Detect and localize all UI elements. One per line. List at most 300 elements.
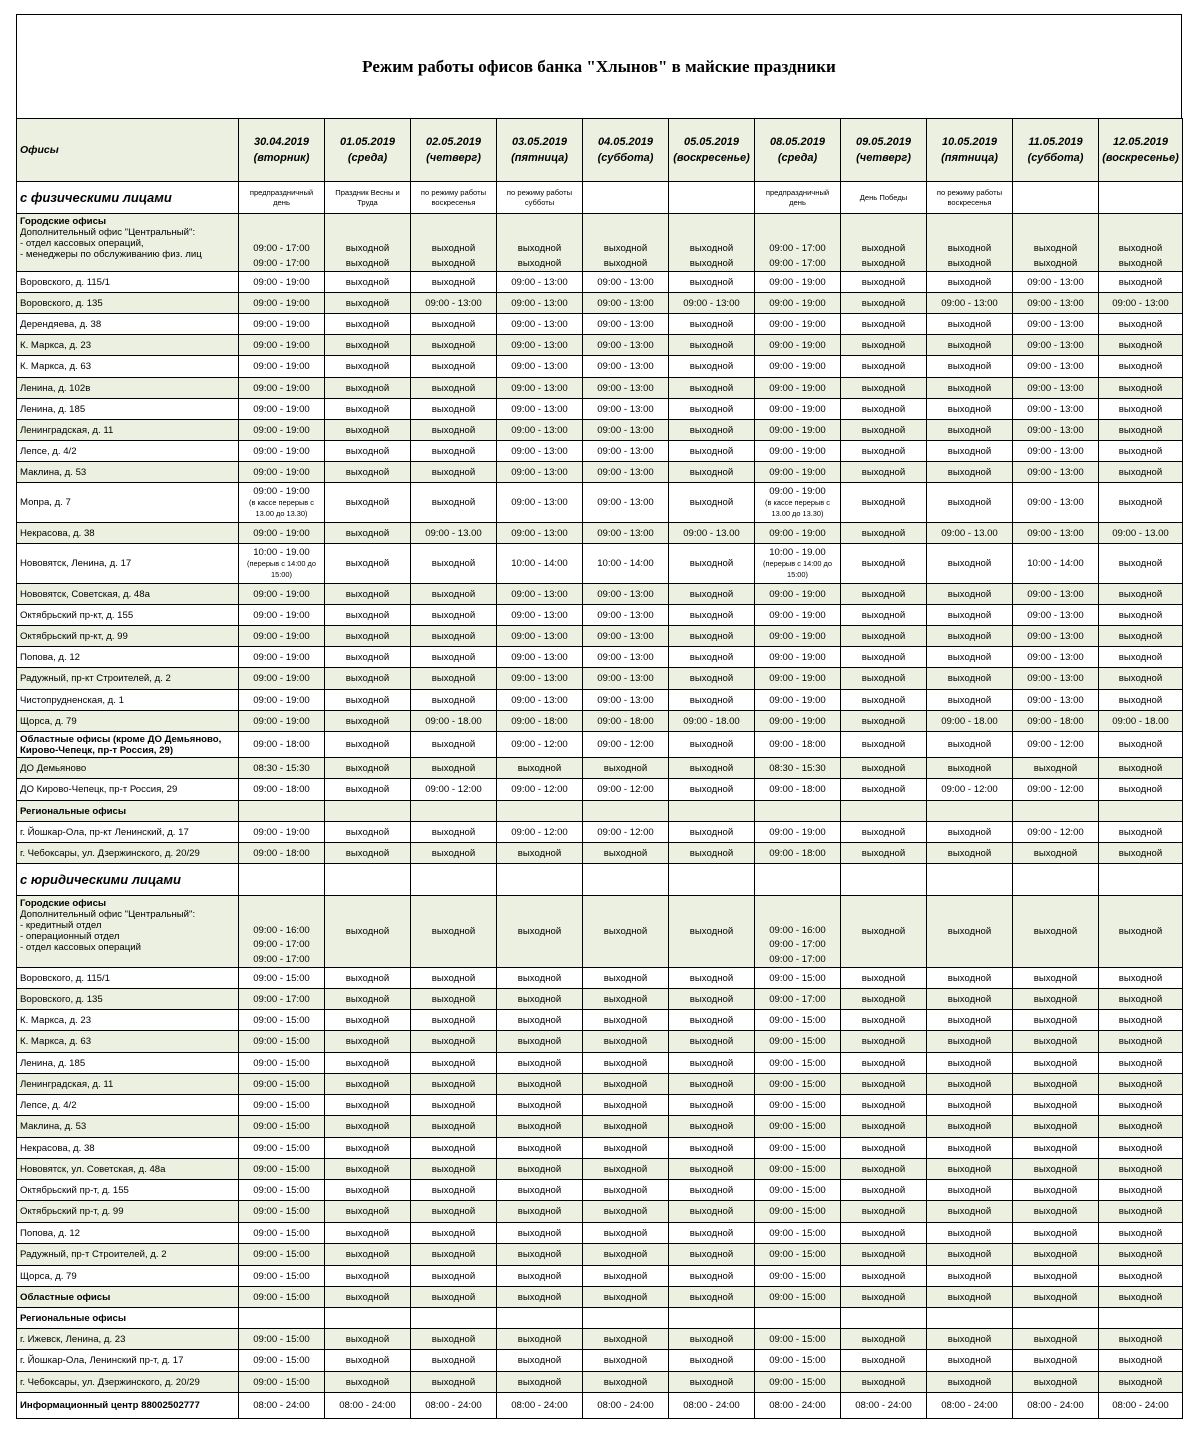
hours-cell: выходной: [669, 1095, 755, 1116]
office-name: [17, 801, 239, 822]
hours-cell: 09:00 - 19:00: [239, 314, 325, 335]
section-title: с юридическими лицами: [17, 864, 239, 896]
hours-cell: выходной: [927, 1031, 1013, 1053]
hours-cell: выходной: [325, 711, 411, 732]
hours-cell: выходной: [411, 1266, 497, 1287]
hours-cell: выходной: [411, 399, 497, 420]
hours-cell: выходной: [1013, 896, 1099, 968]
hours-cell: [239, 1308, 325, 1329]
hours-value: 09:00 - 17:00: [769, 257, 826, 269]
hours-cell: 09:00 - 13:00: [1013, 626, 1099, 647]
hours-cell: выходной: [1099, 968, 1183, 989]
hours-cell: [927, 801, 1013, 822]
hours-cell: выходной: [583, 1010, 669, 1031]
hours-cell: выходной: [669, 441, 755, 462]
hours-cell: 09:00 - 19:00: [755, 462, 841, 483]
table-row: [17, 544, 1183, 584]
hours-cell: 09:00 - 13:00: [497, 605, 583, 626]
hours-cell: выходной: [669, 989, 755, 1010]
hours-cell: выходной: [927, 822, 1013, 843]
hours-cell: выходной: [411, 896, 497, 968]
hours-cell: 09:00 - 15:00: [755, 1074, 841, 1095]
hours-cell: 09:00 - 15:00: [239, 1372, 325, 1393]
office-group-title: Региональные офисы: [20, 1312, 127, 1324]
office-name: Радужный, пр-кт Строителей, д. 2: [17, 668, 239, 690]
hours-cell: выходной: [841, 335, 927, 356]
hours-cell: 09:00 - 15:00: [239, 1287, 325, 1308]
hours-cell: 09:00 - 15:00: [755, 1010, 841, 1031]
hours-cell: выходной: [1099, 1244, 1183, 1266]
hours-cell: 09:00 - 19:00: [239, 441, 325, 462]
hours-cell: выходной: [841, 1244, 927, 1266]
hours-cell: выходной: [669, 758, 755, 779]
office-name: Ленина, д. 185: [17, 399, 239, 420]
hours-cell: выходной: [669, 1116, 755, 1138]
hours-cell: выходной: [669, 1329, 755, 1350]
hours-cell: 09:00 - 13:00: [1013, 293, 1099, 314]
hours-cell: 09:00 - 19:00: [755, 272, 841, 293]
hours-cell: выходной: [1013, 1116, 1099, 1138]
office-name: Ленинградская, д. 11: [17, 420, 239, 441]
hours-cell: выходной: [927, 399, 1013, 420]
hours-cell: выходной: [1099, 1095, 1183, 1116]
hours-cell: 09:00 - 13:00: [497, 647, 583, 668]
table-row: [17, 420, 1183, 441]
hours-cell: выходной: [927, 378, 1013, 399]
hours-cell: выходной: [325, 779, 411, 801]
hours-cell: выходной: [669, 626, 755, 647]
hours-cell: выходной: [325, 1223, 411, 1244]
hours-cell: выходной: [325, 896, 411, 968]
hours-cell: [497, 801, 583, 822]
hours-cell: 09:00 - 19:00: [239, 462, 325, 483]
table-row: [17, 441, 1183, 462]
hours-cell: 09:00 - 15:00: [755, 1372, 841, 1393]
hours-cell: 08:30 - 15:30: [755, 758, 841, 779]
hours-cell: 08:00 - 24:00: [497, 1393, 583, 1419]
hours-cell: выходной: [411, 1053, 497, 1074]
hours-cell: выходной: [411, 314, 497, 335]
hours-cell: 09:00 - 19:00: [755, 584, 841, 605]
hours-cell: 09:00 - 13:00: [1013, 647, 1099, 668]
hours-cell: выходной: [1099, 732, 1183, 758]
hours-cell: выходной: [1013, 1053, 1099, 1074]
hours-cell: выходной: [1013, 1350, 1099, 1372]
hours-cell: 09:00 - 18:00: [1013, 711, 1099, 732]
hours-cell: выходной: [411, 335, 497, 356]
header-weekday: (четверг): [856, 152, 911, 164]
table-row: [17, 968, 1183, 989]
hours-cell: 09:00 - 15:00: [239, 1329, 325, 1350]
hours-cell: 09:00 - 13:00: [497, 356, 583, 378]
office-name: Некрасова, д. 38: [17, 523, 239, 544]
office-name: Воровского, д. 135: [17, 989, 239, 1010]
hours-cell: [755, 214, 841, 272]
hours-cell: выходной: [1099, 584, 1183, 605]
table-row: [17, 462, 1183, 483]
office-name: Октябрьский пр-т, д. 99: [17, 1201, 239, 1223]
hours-cell: 09:00 - 17:00: [239, 989, 325, 1010]
hours-cell: выходной: [841, 1287, 927, 1308]
hours-cell: 09:00 - 13:00: [1013, 335, 1099, 356]
office-group-title: Городские офисы: [20, 216, 107, 227]
hours-cell: выходной: [841, 896, 927, 968]
hours-cell: выходной: [927, 1329, 1013, 1350]
office-name: Лепсе, д. 4/2: [17, 441, 239, 462]
hours-cell: [669, 1308, 755, 1329]
office-name: Октябрьский пр-т, д. 155: [17, 1180, 239, 1201]
hours-cell: выходной: [927, 314, 1013, 335]
day-note: [927, 864, 1013, 896]
hours-value: 09:00 - 17:00: [769, 243, 826, 254]
hours-value: 09:00 - 17:00: [253, 243, 310, 254]
hours-cell: 09:00 - 18:00: [239, 843, 325, 864]
table-row: [17, 1053, 1183, 1074]
hours-cell: выходной: [841, 732, 927, 758]
hours-cell: выходной: [927, 1159, 1013, 1180]
day-note: Праздник Весны и Труда: [325, 182, 411, 214]
hours-cell: 09:00 - 15:00: [755, 1223, 841, 1244]
hours-cell: выходной: [927, 1074, 1013, 1095]
hours-cell: выходной: [669, 1350, 755, 1372]
hours-cell: выходной: [1099, 272, 1183, 293]
hours-cell: выходной: [669, 1074, 755, 1095]
hours-cell: 09:00 - 12:00: [583, 779, 669, 801]
header-weekday: (воскресенье): [673, 152, 750, 164]
column-header-date: [239, 119, 325, 182]
hours-cell: выходной: [669, 1010, 755, 1031]
hours-value: выходной: [345, 257, 390, 269]
hours-cell: 09:00 - 13:00: [1013, 523, 1099, 544]
office-name: [17, 214, 239, 272]
day-note: [1013, 182, 1099, 214]
table-row: [17, 758, 1183, 779]
office-name: ДО Демьяново: [17, 758, 239, 779]
hours-cell: выходной: [927, 1180, 1013, 1201]
hours-cell: 09:00 - 13:00: [1099, 293, 1183, 314]
day-note: [841, 864, 927, 896]
hours-value: выходной: [689, 243, 734, 254]
hours-cell: 09:00 - 12:00: [497, 779, 583, 801]
hours-cell: выходной: [1013, 1031, 1099, 1053]
day-note: [497, 864, 583, 896]
hours-cell: выходной: [927, 690, 1013, 711]
hours-cell: выходной: [1013, 1138, 1099, 1159]
header-date: 09.05.2019: [855, 136, 912, 148]
table-row: [17, 1095, 1183, 1116]
hours-cell: выходной: [497, 1074, 583, 1095]
hours-cell: 09:00 - 12:00: [1013, 779, 1099, 801]
hours-cell: выходной: [927, 732, 1013, 758]
hours-cell: 09:00 - 12:00: [497, 732, 583, 758]
hours-cell: выходной: [583, 1095, 669, 1116]
hours-cell: 09:00 - 13:00: [1013, 462, 1099, 483]
hours-cell: 09:00 - 15:00: [755, 1201, 841, 1223]
hours-cell: выходной: [497, 758, 583, 779]
hours-cell: выходной: [1013, 989, 1099, 1010]
hours-cell: 09:00 - 19:00: [755, 420, 841, 441]
hours-cell: выходной: [325, 1053, 411, 1074]
hours-cell: выходной: [841, 605, 927, 626]
hours-cell: выходной: [1013, 968, 1099, 989]
hours-cell: выходной: [669, 1201, 755, 1223]
office-name: Некрасова, д. 38: [17, 1138, 239, 1159]
hours-cell: выходной: [411, 1350, 497, 1372]
hours-cell: 09:00 - 15:00: [755, 1180, 841, 1201]
hours-cell: 09:00 - 13:00: [1013, 314, 1099, 335]
hours-cell: выходной: [841, 1159, 927, 1180]
hours-cell: выходной: [411, 822, 497, 843]
hours-cell: 09:00 - 15:00: [239, 1350, 325, 1372]
hours-value: выходной: [689, 257, 734, 269]
hours-cell: выходной: [841, 647, 927, 668]
hours-cell: выходной: [841, 314, 927, 335]
schedule-sheet: [16, 14, 1182, 1419]
hours-cell: выходной: [325, 420, 411, 441]
hours-cell: выходной: [669, 647, 755, 668]
hours-cell: выходной: [325, 989, 411, 1010]
hours-cell: 09:00 - 13.00: [669, 523, 755, 544]
hours-cell: выходной: [1099, 605, 1183, 626]
section-title: с физическими лицами: [17, 182, 239, 214]
office-name: г. Йошкар-Ола, пр-кт Ленинский, д. 17: [17, 822, 239, 843]
hours-cell: выходной: [325, 732, 411, 758]
table-row: [17, 1329, 1183, 1350]
hours-cell: 09:00 - 19:00: [239, 399, 325, 420]
hours-cell: [1099, 1308, 1183, 1329]
office-name: г. Чебоксары, ул. Дзержинского, д. 20/29: [17, 1372, 239, 1393]
hours-cell: 09:00 - 18:00: [497, 711, 583, 732]
hours-cell: 09:00 - 15:00: [239, 1138, 325, 1159]
office-name: Ленина, д. 185: [17, 1053, 239, 1074]
office-group-title: Областные офисы: [20, 1291, 111, 1303]
hours-cell: выходной: [927, 1116, 1013, 1138]
day-note: по режиму работы воскресенья: [411, 182, 497, 214]
hours-cell: [239, 214, 325, 272]
column-header-date: [497, 119, 583, 182]
hours-cell: выходной: [325, 690, 411, 711]
hours-cell: выходной: [497, 1266, 583, 1287]
hours-cell: выходной: [325, 523, 411, 544]
hours-cell: выходной: [841, 1138, 927, 1159]
hours-cell: выходной: [411, 1329, 497, 1350]
hours-cell: 09:00 - 13:00: [497, 668, 583, 690]
hours-cell: 09:00 - 13:00: [1013, 690, 1099, 711]
hours-cell: [411, 214, 497, 272]
hours-cell: выходной: [669, 272, 755, 293]
table-row: [17, 335, 1183, 356]
hours-cell: 09:00 - 19:00: [239, 335, 325, 356]
hours-cell: выходной: [1099, 1350, 1183, 1372]
hours-cell: выходной: [669, 314, 755, 335]
hours-value: выходной: [861, 243, 906, 254]
hours-cell: [411, 1308, 497, 1329]
hours-cell: выходной: [411, 462, 497, 483]
hours-cell: 09:00 - 13:00: [1013, 356, 1099, 378]
hours-cell: [411, 801, 497, 822]
hours-cell: выходной: [841, 462, 927, 483]
hours-cell: [325, 1308, 411, 1329]
hours-cell: 09:00 - 13:00: [583, 690, 669, 711]
hours-cell: 09:00 - 19:00: [239, 647, 325, 668]
table-row: [17, 1372, 1183, 1393]
hours-cell: выходной: [669, 779, 755, 801]
table-row: [17, 801, 1183, 822]
hours-cell: выходной: [411, 1201, 497, 1223]
hours-cell: выходной: [411, 1159, 497, 1180]
hours-cell: выходной: [583, 1180, 669, 1201]
hours-cell: выходной: [583, 1031, 669, 1053]
hours-cell: выходной: [927, 1350, 1013, 1372]
hours-value: выходной: [603, 243, 648, 254]
hours-cell: выходной: [927, 483, 1013, 523]
hours-cell: 09:00 - 13:00: [497, 584, 583, 605]
hours-cell: 09:00 - 19:00: [755, 378, 841, 399]
hours-cell: 09:00 - 15:00: [755, 1116, 841, 1138]
hours-value: выходной: [517, 243, 562, 254]
office-name-line: - кредитный отдел: [20, 920, 102, 931]
hours-cell: выходной: [411, 647, 497, 668]
hours-cell: выходной: [927, 272, 1013, 293]
hours-cell: 08:30 - 15:30: [239, 758, 325, 779]
hours-cell: выходной: [1013, 1201, 1099, 1223]
table-row: [17, 314, 1183, 335]
hours-cell: 09:00 - 13:00: [1013, 378, 1099, 399]
hours-cell: выходной: [325, 356, 411, 378]
hours-cell: 09:00 - 12:00: [411, 779, 497, 801]
hours-cell: выходной: [1099, 758, 1183, 779]
hours-cell: выходной: [583, 1372, 669, 1393]
office-name: Ленинградская, д. 11: [17, 1074, 239, 1095]
hours-cell: 09:00 - 13:00: [497, 626, 583, 647]
office-name: Воровского, д. 135: [17, 293, 239, 314]
office-name: г. Чебоксары, ул. Дзержинского, д. 20/29: [17, 843, 239, 864]
hours-cell: 09:00 - 13:00: [583, 647, 669, 668]
hours-cell: 09:00 - 13:00: [497, 441, 583, 462]
column-header-date: [1099, 119, 1183, 182]
hours-cell: [755, 1308, 841, 1329]
hours-cell: выходной: [841, 822, 927, 843]
table-row: [17, 523, 1183, 544]
hours-cell: 09:00 - 19:00: [239, 711, 325, 732]
hours-cell: 09:00 - 15:00: [239, 1159, 325, 1180]
hours-cell: 09:00 - 18:00: [755, 843, 841, 864]
hours-cell: выходной: [841, 293, 927, 314]
hours-cell: 09:00 - 15:00: [755, 1031, 841, 1053]
office-name: Маклина, д. 53: [17, 462, 239, 483]
hours-cell: 10:00 - 14:00: [1013, 544, 1099, 584]
hours-cell: 09:00 - 13:00: [583, 335, 669, 356]
hours-cell: 09:00 - 13:00: [497, 378, 583, 399]
hours-cell: 09:00 - 13:00: [1013, 483, 1099, 523]
header-weekday: (среда): [777, 152, 818, 164]
hours-cell: выходной: [411, 1116, 497, 1138]
hours-cell: выходной: [411, 378, 497, 399]
hours-cell: выходной: [497, 1053, 583, 1074]
header-date: 08.05.2019: [769, 136, 826, 148]
hours-cell: выходной: [669, 1244, 755, 1266]
hours-cell: выходной: [325, 584, 411, 605]
hours-cell: 08:00 - 24:00: [841, 1393, 927, 1419]
table-row: [17, 399, 1183, 420]
hours-cell: 09:00 - 13:00: [583, 356, 669, 378]
hours-cell: выходной: [1099, 779, 1183, 801]
hours-cell: 09:00 - 15:00: [755, 1287, 841, 1308]
hours-cell: 09:00 - 13:00: [583, 441, 669, 462]
office-name: Нововятск, Ленина, д. 17: [17, 544, 239, 584]
day-note: по режиму работы воскресенья: [927, 182, 1013, 214]
hours-cell: выходной: [669, 399, 755, 420]
hours-cell: выходной: [1099, 1031, 1183, 1053]
hours-cell: выходной: [325, 441, 411, 462]
header-date: 01.05.2019: [339, 136, 396, 148]
hours-cell: выходной: [927, 1053, 1013, 1074]
office-name: Лепсе, д. 4/2: [17, 1095, 239, 1116]
hours-cell: 09:00 - 19:00: [239, 605, 325, 626]
hours-cell: выходной: [1013, 843, 1099, 864]
hours-cell: выходной: [325, 1244, 411, 1266]
table-row: [17, 584, 1183, 605]
hours-cell: 08:00 - 24:00: [1099, 1393, 1183, 1419]
hours-cell: 08:00 - 24:00: [239, 1393, 325, 1419]
hours-cell: выходной: [1099, 626, 1183, 647]
hours-cell: выходной: [927, 968, 1013, 989]
hours-cell: 09:00 - 13:00: [583, 483, 669, 523]
hours-cell: 09:00 - 15:00: [755, 968, 841, 989]
hours-cell: выходной: [669, 420, 755, 441]
hours-cell: [497, 1308, 583, 1329]
hours-cell: 09:00 - 13:00: [1013, 441, 1099, 462]
hours-cell: выходной: [927, 647, 1013, 668]
hours-cell: выходной: [669, 1031, 755, 1053]
hours-cell: [583, 214, 669, 272]
hours-cell: выходной: [583, 1223, 669, 1244]
office-name: г. Ижевск, Ленина, д. 23: [17, 1329, 239, 1350]
day-note: предпраздничный день: [239, 182, 325, 214]
hours-cell: [583, 801, 669, 822]
hours-cell: выходной: [497, 843, 583, 864]
hours-cell: выходной: [325, 1201, 411, 1223]
table-row: [17, 1244, 1183, 1266]
hours-cell: 09:00 - 13:00: [1013, 605, 1099, 626]
hours-cell: 09:00 - 15:00: [755, 1329, 841, 1350]
hours-cell: выходной: [1099, 1287, 1183, 1308]
office-name: К. Маркса, д. 63: [17, 1031, 239, 1053]
hours-cell: 09:00 - 13:00: [583, 668, 669, 690]
hours-cell: выходной: [325, 822, 411, 843]
hours-cell: выходной: [841, 399, 927, 420]
hours-cell: 09:00 - 13:00: [497, 399, 583, 420]
hours-cell: 09:00 - 18.00: [669, 711, 755, 732]
hours-cell: выходной: [927, 544, 1013, 584]
office-name: [17, 1393, 239, 1419]
hours-cell: выходной: [411, 483, 497, 523]
hours-cell: выходной: [841, 1095, 927, 1116]
hours-cell: выходной: [1013, 1159, 1099, 1180]
header-weekday: (суббота): [597, 152, 654, 164]
hours-cell: 09:00 - 18:00: [239, 732, 325, 758]
hours-value: выходной: [603, 257, 648, 269]
table-row: [17, 989, 1183, 1010]
office-name: К. Маркса, д. 23: [17, 1010, 239, 1031]
hours-cell: 09:00 - 19:00: [239, 293, 325, 314]
hours-cell: выходной: [1013, 758, 1099, 779]
hours-cell: выходной: [669, 968, 755, 989]
hours-note: (в кассе перерыв с 13.00 до 13.30): [765, 498, 830, 518]
hours-cell: выходной: [1099, 462, 1183, 483]
hours-cell: 09:00 - 13:00: [497, 293, 583, 314]
hours-cell: 09:00 - 19:00: [755, 523, 841, 544]
